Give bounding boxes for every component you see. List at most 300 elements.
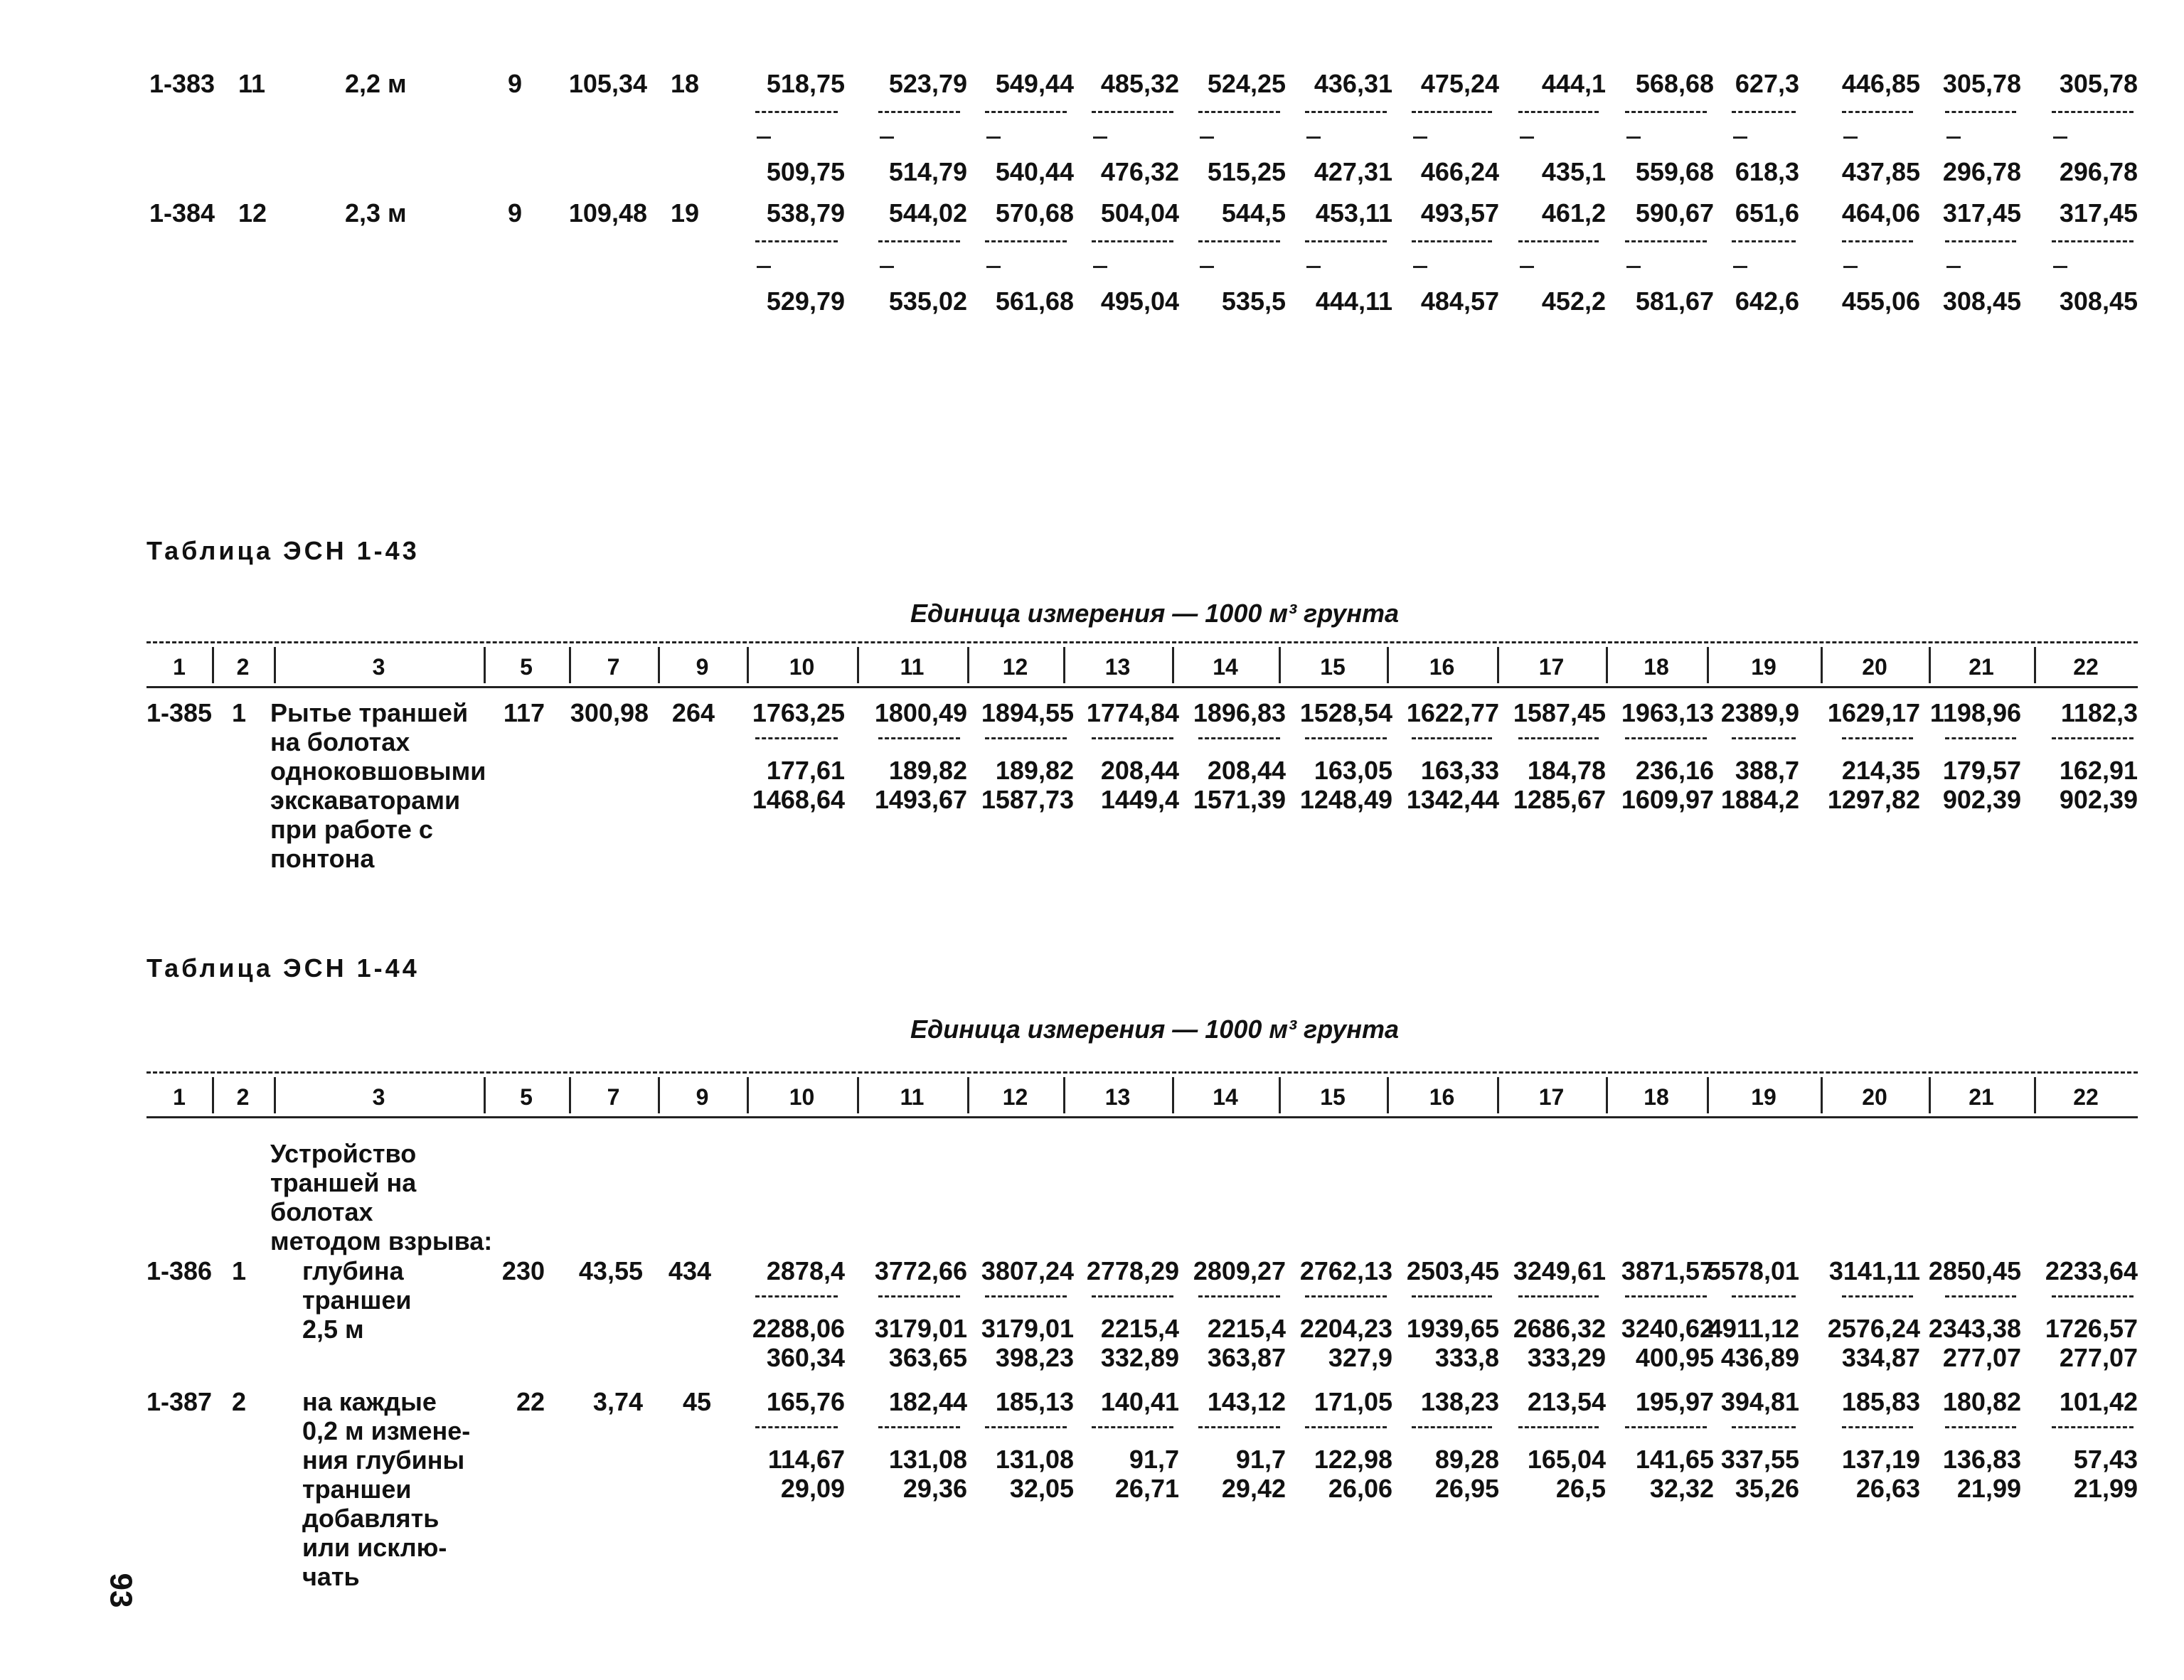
fraction-line bbox=[1945, 111, 2016, 113]
table-header-cell: 2 bbox=[236, 654, 250, 680]
fraction-line bbox=[1518, 240, 1599, 242]
fraction-line bbox=[755, 111, 838, 113]
table-header-cell: 18 bbox=[1644, 654, 1669, 680]
cell-value-mid: 165,04 bbox=[1527, 1445, 1606, 1474]
fraction-line bbox=[2052, 1295, 2134, 1298]
cell-value-top: 453,11 bbox=[1315, 198, 1392, 228]
cell-value-mid: 1726,57 bbox=[2045, 1314, 2138, 1343]
cell-value-bottom: 327,9 bbox=[1328, 1343, 1392, 1372]
cell-value-bottom: 1248,49 bbox=[1299, 785, 1392, 814]
fraction-line bbox=[1305, 1426, 1387, 1428]
cell-value-top: 493,57 bbox=[1420, 198, 1499, 228]
fraction-dash bbox=[757, 137, 771, 139]
fraction-line bbox=[1732, 737, 1796, 739]
table-header-cell: 3 bbox=[372, 654, 385, 680]
cell-value-bottom: 515,25 bbox=[1207, 157, 1286, 186]
col-5-value: 9 bbox=[507, 198, 522, 228]
cell-value-top: 504,04 bbox=[1100, 198, 1179, 228]
cell-value-mid: 2288,06 bbox=[752, 1314, 845, 1343]
fraction-line bbox=[2052, 240, 2134, 242]
row-code: 1-386 bbox=[147, 1256, 213, 1285]
cell-value-bottom: 559,68 bbox=[1635, 157, 1714, 186]
table-header-cell: 5 bbox=[520, 654, 533, 680]
cell-value-top: 1896,83 bbox=[1193, 698, 1286, 727]
fraction-line bbox=[1842, 737, 1913, 739]
fraction-line bbox=[1732, 240, 1796, 242]
cell-value-mid: 3179,01 bbox=[874, 1314, 967, 1343]
fraction-line bbox=[2052, 737, 2134, 739]
cell-value-top: 436,31 bbox=[1314, 69, 1392, 98]
cell-value-bottom: 360,34 bbox=[766, 1343, 845, 1372]
cell-value-top: 3141,11 bbox=[1828, 1256, 1920, 1285]
cell-value-bottom: 535,02 bbox=[888, 287, 967, 316]
table-header-bottom-rule bbox=[147, 686, 2138, 688]
cell-value-top: 317,45 bbox=[1942, 198, 2021, 228]
cell-value-mid: 57,43 bbox=[2073, 1445, 2138, 1474]
fraction-line bbox=[1945, 1295, 2016, 1298]
cell-value-mid: 122,98 bbox=[1314, 1445, 1392, 1474]
cell-value-top: 544,5 bbox=[1221, 198, 1286, 228]
table-header-cell: 22 bbox=[2073, 1084, 2099, 1110]
cell-value-top: 185,13 bbox=[995, 1387, 1074, 1416]
cell-value-mid: 337,55 bbox=[1720, 1445, 1799, 1474]
cell-value-bottom: 535,5 bbox=[1221, 287, 1286, 316]
row-name-line: 0,2 м измене- bbox=[302, 1416, 471, 1445]
fraction-line bbox=[1518, 1295, 1599, 1298]
row-number: 11 bbox=[238, 69, 266, 98]
table-header-cell: 11 bbox=[900, 654, 925, 680]
col-5-value: 230 bbox=[501, 1256, 545, 1285]
fraction-dash bbox=[1306, 266, 1321, 268]
fraction-line bbox=[1198, 111, 1280, 113]
cell-value-top: 461,2 bbox=[1541, 198, 1606, 228]
cell-value-bottom: 400,95 bbox=[1635, 1343, 1714, 1372]
cell-value-bottom: 437,85 bbox=[1841, 157, 1920, 186]
cell-value-top: 544,02 bbox=[888, 198, 967, 228]
fraction-line bbox=[1842, 1295, 1913, 1298]
table-header-cell: 22 bbox=[2073, 654, 2099, 680]
fraction-dash bbox=[1306, 137, 1321, 139]
fraction-line bbox=[1945, 737, 2016, 739]
cell-value-mid: 2204,23 bbox=[1299, 1314, 1392, 1343]
col-9-value: 264 bbox=[671, 698, 715, 727]
cell-value-bottom: 363,87 bbox=[1207, 1343, 1286, 1372]
cell-value-bottom: 363,65 bbox=[888, 1343, 967, 1372]
fraction-dash bbox=[2053, 137, 2067, 139]
cell-value-mid: 162,91 bbox=[2059, 756, 2138, 785]
row-name-line: одноковшовыми bbox=[270, 756, 486, 786]
cell-value-top: 171,05 bbox=[1314, 1387, 1392, 1416]
cell-value-bottom: 540,44 bbox=[995, 157, 1074, 186]
group-title-line: траншей на bbox=[270, 1168, 417, 1197]
cell-value-bottom: 29,36 bbox=[902, 1474, 967, 1503]
cell-value-top: 1963,13 bbox=[1621, 698, 1714, 727]
cell-value-bottom: 26,06 bbox=[1328, 1474, 1392, 1503]
cell-value-mid: 91,7 bbox=[1129, 1445, 1179, 1474]
cell-value-bottom: 35,26 bbox=[1735, 1474, 1799, 1503]
cell-value-bottom: 333,8 bbox=[1434, 1343, 1499, 1372]
row-name-line: экскаваторами bbox=[270, 786, 461, 815]
row-number: 1 bbox=[232, 1256, 247, 1285]
table-header-cell: 14 bbox=[1213, 654, 1238, 680]
fraction-dash bbox=[1626, 266, 1641, 268]
cell-value-mid: 91,7 bbox=[1235, 1445, 1286, 1474]
cell-value-bottom: 529,79 bbox=[766, 287, 845, 316]
table-title: Таблица ЭСН 1-44 bbox=[147, 953, 420, 983]
fraction-dash bbox=[1200, 137, 1214, 139]
fraction-line bbox=[1732, 111, 1796, 113]
table-header-cell: 21 bbox=[1969, 654, 1994, 680]
cell-value-top: 2878,4 bbox=[766, 1256, 845, 1285]
fraction-line bbox=[1198, 1295, 1280, 1298]
cell-value-bottom: 332,89 bbox=[1100, 1343, 1179, 1372]
row-name-line: траншеи bbox=[302, 1285, 412, 1315]
fraction-line bbox=[1625, 111, 1707, 113]
cell-value-top: 394,81 bbox=[1720, 1387, 1799, 1416]
row-name-line: траншеи bbox=[302, 1475, 412, 1504]
fraction-dash bbox=[2053, 266, 2067, 268]
cell-value-bottom: 26,5 bbox=[1555, 1474, 1606, 1503]
fraction-line bbox=[755, 240, 838, 242]
fraction-dash bbox=[1946, 266, 1961, 268]
cell-value-bottom: 308,45 bbox=[1942, 287, 2021, 316]
fraction-line bbox=[1412, 111, 1492, 113]
cell-value-bottom: 902,39 bbox=[1942, 785, 2021, 814]
fraction-line bbox=[1092, 111, 1173, 113]
cell-value-top: 185,83 bbox=[1841, 1387, 1920, 1416]
fraction-line bbox=[1518, 737, 1599, 739]
fraction-line bbox=[1305, 240, 1387, 242]
cell-value-bottom: 26,63 bbox=[1855, 1474, 1920, 1503]
cell-value-mid: 208,44 bbox=[1100, 756, 1179, 785]
table-unit: Единица измерения — 1000 м³ грунта bbox=[910, 599, 1400, 628]
fraction-line bbox=[1732, 1426, 1796, 1428]
table-header-cell: 16 bbox=[1429, 1084, 1455, 1110]
page-number: 93 bbox=[103, 1573, 139, 1608]
cell-value-bottom: 902,39 bbox=[2059, 785, 2138, 814]
row-name-line: понтона bbox=[270, 844, 375, 873]
cell-value-bottom: 1285,67 bbox=[1513, 785, 1606, 814]
fraction-dash bbox=[1626, 137, 1641, 139]
table-header-cell: 3 bbox=[372, 1084, 385, 1110]
cell-value-top: 317,45 bbox=[2059, 198, 2138, 228]
table-header-cell: 21 bbox=[1969, 1084, 1994, 1110]
table-header-cell: 9 bbox=[696, 654, 709, 680]
cell-value-bottom: 32,32 bbox=[1649, 1474, 1714, 1503]
cell-value-mid: 189,82 bbox=[995, 756, 1074, 785]
cell-value-mid: 2686,32 bbox=[1513, 1314, 1606, 1343]
fraction-line bbox=[878, 111, 960, 113]
cell-value-bottom: 495,04 bbox=[1100, 287, 1179, 316]
col-7-value: 3,74 bbox=[592, 1387, 643, 1416]
cell-value-top: 3807,24 bbox=[981, 1256, 1074, 1285]
cell-value-mid: 3179,01 bbox=[981, 1314, 1074, 1343]
table-header-cell: 13 bbox=[1104, 1084, 1131, 1110]
cell-value-bottom: 1342,44 bbox=[1406, 785, 1499, 814]
fraction-line bbox=[985, 737, 1067, 739]
cell-value-mid: 179,57 bbox=[1942, 756, 2021, 785]
col-9-value: 18 bbox=[670, 69, 699, 98]
cell-value-mid: 214,35 bbox=[1841, 756, 1920, 785]
fraction-line bbox=[1092, 240, 1173, 242]
cell-value-top: 165,76 bbox=[766, 1387, 845, 1416]
cell-value-top: 305,78 bbox=[2059, 69, 2138, 98]
cell-value-bottom: 455,06 bbox=[1841, 287, 1920, 316]
row-name-line: чать bbox=[302, 1562, 360, 1591]
fraction-line bbox=[985, 240, 1067, 242]
fraction-dash bbox=[1946, 137, 1961, 139]
table-header-cell: 5 bbox=[520, 1084, 533, 1110]
fraction-line bbox=[1625, 1426, 1707, 1428]
cell-value-top: 568,68 bbox=[1635, 69, 1714, 98]
group-title-line: Устройство bbox=[270, 1139, 417, 1168]
fraction-line bbox=[985, 1426, 1067, 1428]
row-name-line: или исклю- bbox=[302, 1533, 447, 1562]
cell-value-bottom: 277,07 bbox=[2059, 1343, 2138, 1372]
row-name-line: на болотах bbox=[270, 727, 410, 756]
cell-value-bottom: 29,42 bbox=[1221, 1474, 1286, 1503]
cell-value-mid: 163,33 bbox=[1420, 756, 1499, 785]
row-name-line: Рытье траншей bbox=[270, 698, 469, 727]
table-header-cell: 14 bbox=[1213, 1084, 1238, 1110]
cell-value-bottom: 618,3 bbox=[1735, 157, 1799, 186]
table-header-cell: 20 bbox=[1862, 654, 1887, 680]
cell-value-top: 138,23 bbox=[1420, 1387, 1499, 1416]
fraction-dash bbox=[1413, 266, 1427, 268]
cell-value-bottom: 436,89 bbox=[1720, 1343, 1799, 1372]
cell-value-top: 464,06 bbox=[1841, 198, 1920, 228]
cell-value-mid: 2215,4 bbox=[1100, 1314, 1179, 1343]
fraction-line bbox=[878, 1426, 960, 1428]
cell-value-top: 2503,45 bbox=[1406, 1256, 1499, 1285]
cell-value-top: 140,41 bbox=[1100, 1387, 1179, 1416]
cell-value-mid: 236,16 bbox=[1635, 756, 1714, 785]
cell-value-bottom: 296,78 bbox=[2059, 157, 2138, 186]
fraction-line bbox=[1305, 737, 1387, 739]
cell-value-top: 475,24 bbox=[1420, 69, 1499, 98]
cell-value-top: 182,44 bbox=[888, 1387, 967, 1416]
row-number: 12 bbox=[238, 198, 267, 228]
col-9-value: 45 bbox=[682, 1387, 711, 1416]
fraction-line bbox=[1842, 111, 1913, 113]
fraction-line bbox=[1198, 240, 1280, 242]
table-header-cell: 20 bbox=[1862, 1084, 1887, 1110]
row-code: 1-387 bbox=[147, 1387, 213, 1416]
fraction-line bbox=[878, 1295, 960, 1298]
fraction-line bbox=[755, 1426, 838, 1428]
cell-value-bottom: 427,31 bbox=[1314, 157, 1392, 186]
col-5-value: 117 bbox=[503, 698, 545, 727]
cell-value-top: 518,75 bbox=[766, 69, 845, 98]
fraction-line bbox=[1518, 1426, 1599, 1428]
cell-value-mid: 89,28 bbox=[1434, 1445, 1499, 1474]
table-header-cell: 1 bbox=[173, 654, 186, 680]
cell-value-top: 101,42 bbox=[2059, 1387, 2138, 1416]
cell-value-mid: 388,7 bbox=[1735, 756, 1799, 785]
cell-value-mid: 177,61 bbox=[766, 756, 845, 785]
cell-value-top: 1182,3 bbox=[2060, 698, 2138, 727]
cell-value-top: 523,79 bbox=[888, 69, 967, 98]
cell-value-top: 524,25 bbox=[1207, 69, 1286, 98]
cell-value-mid: 184,78 bbox=[1527, 756, 1606, 785]
fraction-line bbox=[1412, 737, 1492, 739]
cell-value-top: 3871,57 bbox=[1621, 1256, 1714, 1285]
fraction-dash bbox=[1093, 266, 1107, 268]
cell-value-bottom: 1449,4 bbox=[1100, 785, 1179, 814]
fraction-line bbox=[1732, 1295, 1796, 1298]
cell-value-top: 2233,64 bbox=[2045, 1256, 2138, 1285]
row-name: 2,2 м bbox=[345, 69, 407, 98]
cell-value-top: 1894,55 bbox=[981, 698, 1074, 727]
cell-value-mid: 4911,12 bbox=[1708, 1314, 1799, 1343]
cell-value-mid: 1939,65 bbox=[1406, 1314, 1499, 1343]
cell-value-top: 305,78 bbox=[1942, 69, 2021, 98]
table-header-cell: 19 bbox=[1751, 654, 1777, 680]
fraction-line bbox=[1412, 240, 1492, 242]
col-7-value: 43,55 bbox=[578, 1256, 643, 1285]
cell-value-top: 651,6 bbox=[1735, 198, 1799, 228]
cell-value-mid: 189,82 bbox=[888, 756, 967, 785]
col-9-value: 434 bbox=[668, 1256, 711, 1285]
row-name-line: на каждые bbox=[302, 1387, 437, 1416]
row-code: 1-385 bbox=[147, 698, 213, 727]
fraction-line bbox=[1842, 240, 1913, 242]
cell-value-mid: 2343,38 bbox=[1928, 1314, 2021, 1343]
fraction-line bbox=[1092, 737, 1173, 739]
cell-value-top: 195,97 bbox=[1635, 1387, 1714, 1416]
table-header-cell: 15 bbox=[1320, 1084, 1346, 1110]
cell-value-bottom: 561,68 bbox=[995, 287, 1074, 316]
table-header-cell: 16 bbox=[1429, 654, 1455, 680]
row-code: 1-384 bbox=[149, 198, 215, 228]
cell-value-bottom: 334,87 bbox=[1841, 1343, 1920, 1372]
fraction-dash bbox=[1520, 266, 1534, 268]
cell-value-mid: 2215,4 bbox=[1207, 1314, 1286, 1343]
fraction-line bbox=[878, 737, 960, 739]
cell-value-mid: 208,44 bbox=[1207, 756, 1286, 785]
fraction-line bbox=[985, 1295, 1067, 1298]
fraction-line bbox=[1092, 1426, 1173, 1428]
fraction-line bbox=[985, 111, 1067, 113]
cell-value-bottom: 1609,97 bbox=[1621, 785, 1714, 814]
col-5-value: 9 bbox=[507, 69, 522, 98]
cell-value-bottom: 1297,82 bbox=[1827, 785, 1920, 814]
fraction-line bbox=[1412, 1295, 1492, 1298]
cell-value-bottom: 26,71 bbox=[1114, 1474, 1179, 1503]
cell-value-top: 1198,96 bbox=[1929, 698, 2021, 727]
table-header-cell: 19 bbox=[1751, 1084, 1777, 1110]
cell-value-top: 627,3 bbox=[1735, 69, 1799, 98]
cell-value-top: 446,85 bbox=[1841, 69, 1920, 98]
fraction-line bbox=[1625, 1295, 1707, 1298]
fraction-line bbox=[1945, 240, 2016, 242]
fraction-line bbox=[1092, 1295, 1173, 1298]
table-header-cell: 7 bbox=[607, 654, 620, 680]
cell-value-top: 180,82 bbox=[1942, 1387, 2021, 1416]
cell-value-bottom: 444,11 bbox=[1315, 287, 1392, 316]
row-code: 1-383 bbox=[149, 69, 215, 98]
cell-value-top: 549,44 bbox=[995, 69, 1074, 98]
cell-value-bottom: 277,07 bbox=[1942, 1343, 2021, 1372]
table-unit: Единица измерения — 1000 м³ грунта bbox=[910, 1015, 1400, 1044]
row-name-line: ния глубины bbox=[302, 1445, 465, 1475]
cell-value-top: 2778,29 bbox=[1086, 1256, 1179, 1285]
cell-value-top: 3772,66 bbox=[874, 1256, 967, 1285]
cell-value-bottom: 26,95 bbox=[1434, 1474, 1499, 1503]
fraction-dash bbox=[1843, 137, 1858, 139]
cell-value-bottom: 581,67 bbox=[1635, 287, 1714, 316]
cell-value-top: 2850,45 bbox=[1928, 1256, 2021, 1285]
fraction-line bbox=[1198, 1426, 1280, 1428]
cell-value-bottom: 308,45 bbox=[2059, 287, 2138, 316]
cell-value-top: 570,68 bbox=[995, 198, 1074, 228]
cell-value-top: 1774,84 bbox=[1086, 698, 1179, 727]
cell-value-mid: 131,08 bbox=[888, 1445, 967, 1474]
cell-value-bottom: 1587,73 bbox=[981, 785, 1074, 814]
cell-value-bottom: 1571,39 bbox=[1193, 785, 1286, 814]
cell-value-bottom: 452,2 bbox=[1541, 287, 1606, 316]
cell-value-top: 590,67 bbox=[1635, 198, 1714, 228]
col-7-value: 300,98 bbox=[570, 698, 649, 727]
table-header-cell: 17 bbox=[1538, 654, 1565, 680]
fraction-line bbox=[1945, 1426, 2016, 1428]
table-header-top-rule bbox=[147, 641, 2138, 643]
fraction-line bbox=[755, 1295, 838, 1298]
table-header-cell: 2 bbox=[236, 1084, 250, 1110]
cell-value-top: 538,79 bbox=[766, 198, 845, 228]
cell-value-top: 3249,61 bbox=[1513, 1256, 1606, 1285]
fraction-dash bbox=[880, 266, 894, 268]
table-title: Таблица ЭСН 1-43 bbox=[147, 536, 420, 565]
table-header-cell: 9 bbox=[696, 1084, 709, 1110]
cell-value-top: 5578,01 bbox=[1706, 1256, 1799, 1285]
cell-value-mid: 131,08 bbox=[995, 1445, 1074, 1474]
table-header-cell: 1 bbox=[173, 1084, 186, 1110]
fraction-dash bbox=[1733, 266, 1747, 268]
group-title-line: болотах bbox=[270, 1197, 373, 1226]
cell-value-mid: 137,19 bbox=[1841, 1445, 1920, 1474]
col-5-value: 22 bbox=[516, 1387, 545, 1416]
table-header-cell: 11 bbox=[900, 1084, 925, 1110]
cell-value-bottom: 642,6 bbox=[1735, 287, 1799, 316]
cell-value-mid: 3240,62 bbox=[1621, 1314, 1714, 1343]
cell-value-mid: 2576,24 bbox=[1827, 1314, 1920, 1343]
row-name-line: 2,5 м bbox=[302, 1315, 364, 1344]
fraction-dash bbox=[1843, 266, 1858, 268]
table-header-cell: 13 bbox=[1104, 654, 1131, 680]
cell-value-bottom: 333,29 bbox=[1527, 1343, 1606, 1372]
cell-value-top: 213,54 bbox=[1527, 1387, 1606, 1416]
table-header-cell: 7 bbox=[607, 1084, 620, 1110]
fraction-line bbox=[1305, 1295, 1387, 1298]
col-9-value: 19 bbox=[670, 198, 699, 228]
cell-value-top: 1629,17 bbox=[1827, 698, 1920, 727]
table-header-cell: 17 bbox=[1538, 1084, 1565, 1110]
cell-value-bottom: 1884,2 bbox=[1720, 785, 1799, 814]
row-name-line: добавлять bbox=[302, 1504, 440, 1533]
cell-value-bottom: 32,05 bbox=[1009, 1474, 1074, 1503]
cell-value-top: 2762,13 bbox=[1299, 1256, 1392, 1285]
cell-value-top: 1763,25 bbox=[752, 698, 845, 727]
fraction-dash bbox=[1200, 266, 1214, 268]
cell-value-top: 1800,49 bbox=[874, 698, 967, 727]
cell-value-top: 143,12 bbox=[1207, 1387, 1286, 1416]
cell-value-top: 1587,45 bbox=[1513, 698, 1606, 727]
row-number: 1 bbox=[232, 698, 247, 727]
col-7-value: 109,48 bbox=[568, 198, 647, 228]
cell-value-mid: 114,67 bbox=[767, 1445, 845, 1474]
fraction-line bbox=[755, 737, 838, 739]
